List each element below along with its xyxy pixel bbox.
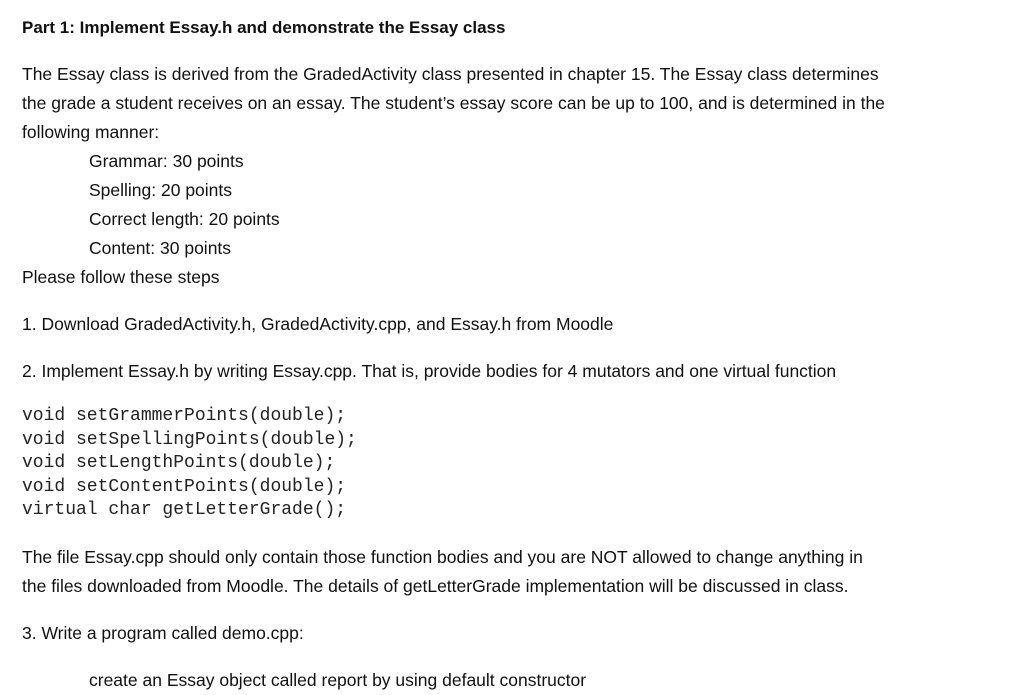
intro-paragraph: [22, 60, 885, 147]
steps-intro: Please follow these steps: [22, 267, 220, 287]
code-line: virtual char getLetterGrade();: [22, 500, 347, 520]
step-2: 2. Implement Essay.h by writing Essay.cpp. That is, provide bodies for 4 mutators and one virtual function: [22, 361, 837, 381]
criteria-item-grammar: Grammar: 30 points: [89, 151, 244, 171]
step-3-substep: create an Essay object called report by using default constructor: [89, 670, 587, 690]
code-line: void setLengthPoints(double);: [22, 453, 336, 473]
criteria-item-content: Content: 30 points: [89, 238, 232, 258]
criteria-list: [89, 147, 280, 263]
intro-line: The Essay class is derived from the GradedActivity class presented in chapter 15. The Essay class determines: [22, 64, 879, 84]
criteria-item-length: Correct length: 20 points: [89, 209, 280, 229]
code-line: void setGrammerPoints(double);: [22, 406, 347, 426]
page-title: Part 1: Implement Essay.h and demonstrate the Essay class: [22, 18, 506, 37]
criteria-item-spelling: Spelling: 20 points: [89, 180, 233, 200]
step-1: 1. Download GradedActivity.h, GradedActivity.cpp, and Essay.h from Moodle: [22, 314, 614, 334]
intro-line: following manner:: [22, 122, 160, 142]
intro-line: the grade a student receives on an essay. The student’s essay score can be up to 100, and is determined in the: [22, 93, 885, 113]
note-line: the files downloaded from Moodle. The details of getLetterGrade implementation will be discussed in class.: [22, 576, 849, 596]
note-paragraph: [22, 543, 863, 601]
step-3: 3. Write a program called demo.cpp:: [22, 623, 304, 643]
code-line: void setSpellingPoints(double);: [22, 429, 357, 450]
note-line: The file Essay.cpp should only contain those function bodies and you are NOT allowed to change anything in: [22, 547, 863, 567]
code-line: void setContentPoints(double);: [22, 476, 347, 497]
code-block: [22, 405, 357, 523]
